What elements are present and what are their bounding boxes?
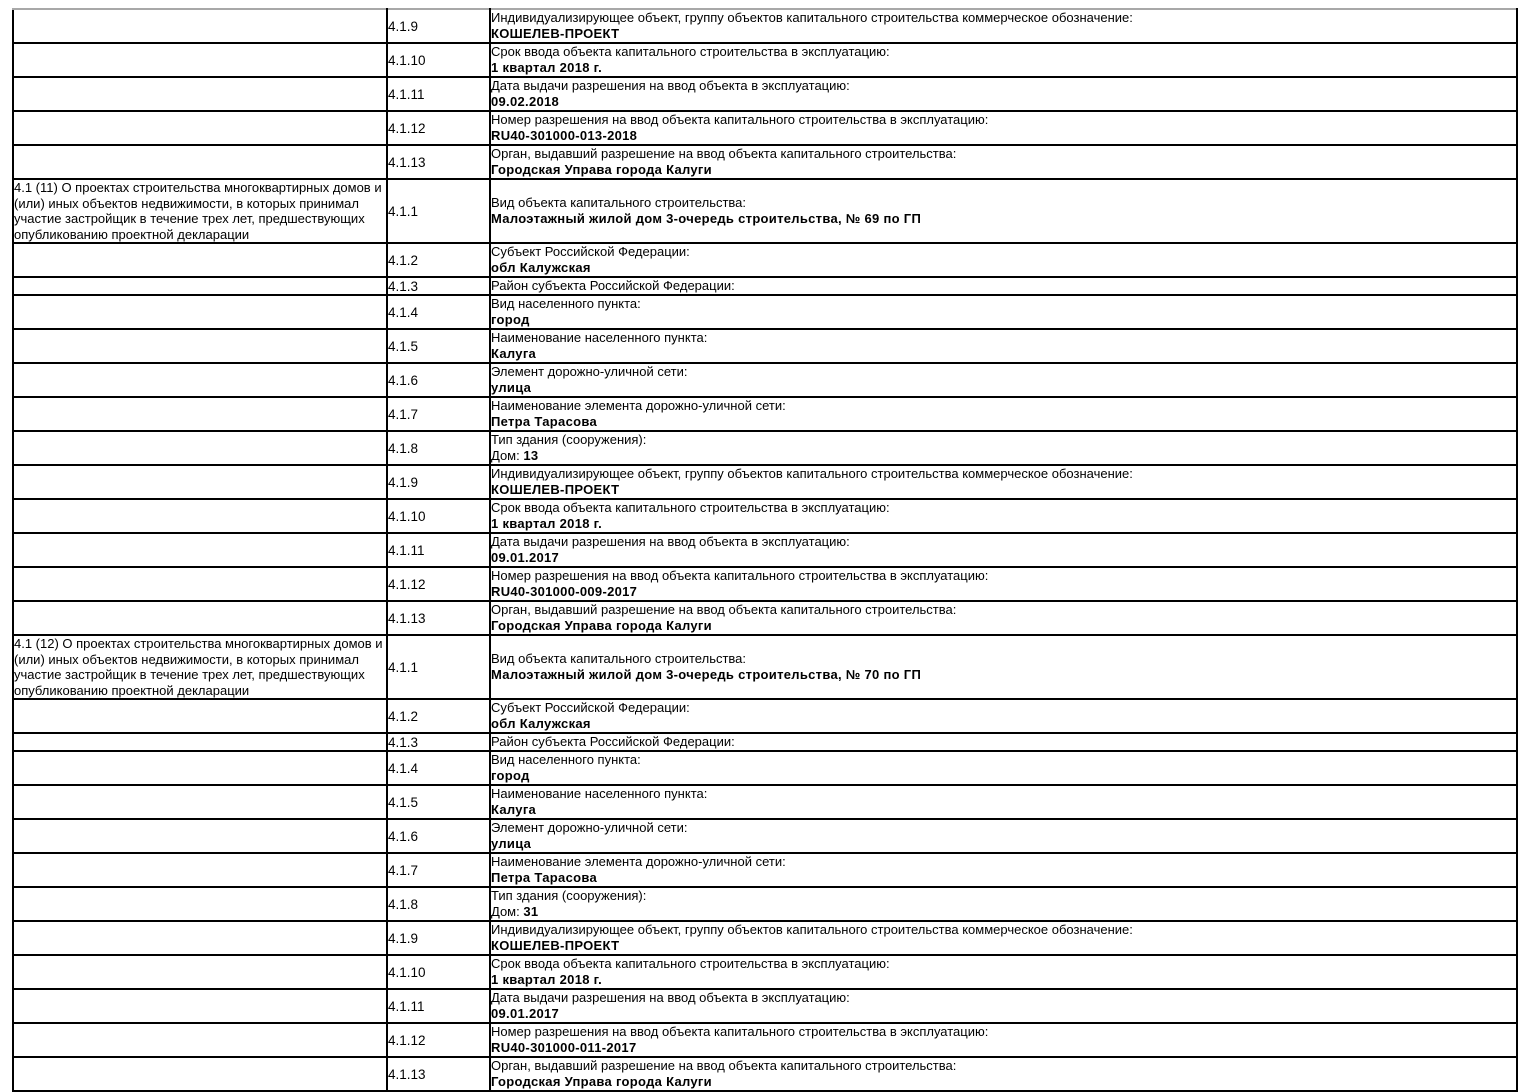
field-value-line [491, 26, 1516, 42]
section-description [13, 431, 387, 465]
field-cell [490, 921, 1517, 955]
item-number: 4.1.6 [387, 363, 490, 397]
item-number: 4.1.11 [387, 77, 490, 111]
item-number: 4.1.13 [387, 145, 490, 179]
field-value-line [491, 448, 1516, 464]
field-value: улица [491, 836, 532, 851]
field-value-line [491, 1074, 1516, 1090]
field-cell [490, 1023, 1517, 1057]
field-value-line [491, 716, 1516, 732]
field-label: Индивидуализирующее объект, группу объектов капитального строительства коммерческое обозначение: [491, 922, 1133, 937]
field-cell [490, 819, 1517, 853]
section-description [13, 465, 387, 499]
field-value-line [491, 346, 1516, 362]
section-description [13, 567, 387, 601]
field-cell [490, 9, 1517, 43]
field-value: 1 квартал 2018 г. [491, 972, 602, 987]
field-label: Номер разрешения на ввод объекта капитального строительства в эксплуатацию: [491, 112, 989, 127]
item-number: 4.1.12 [387, 567, 490, 601]
field-value: КОШЕЛЕВ-ПРОЕКТ [491, 26, 620, 41]
field-label: Тип здания (сооружения): [491, 432, 647, 447]
field-value: RU40-301000-011-2017 [491, 1040, 637, 1055]
field-label: Район субъекта Российской Федерации: [491, 734, 735, 749]
field-cell [490, 699, 1517, 733]
field-value-line [491, 60, 1516, 76]
field-value: 13 [523, 448, 539, 463]
item-number: 4.1.4 [387, 751, 490, 785]
item-number: 4.1.5 [387, 329, 490, 363]
field-label: Вид объекта капитального строительства: [491, 195, 747, 210]
field-value-line [491, 94, 1516, 110]
field-value: город [491, 768, 530, 783]
field-value-line [491, 870, 1516, 886]
section-description [13, 601, 387, 635]
table-row [13, 887, 1517, 921]
field-value: 1 квартал 2018 г. [491, 516, 602, 531]
item-number: 4.1.11 [387, 989, 490, 1023]
section-description [13, 77, 387, 111]
section-description [13, 785, 387, 819]
table-row [13, 955, 1517, 989]
field-cell [490, 329, 1517, 363]
field-cell [490, 785, 1517, 819]
item-number: 4.1.3 [387, 733, 490, 751]
section-description [13, 1057, 387, 1091]
field-cell [490, 295, 1517, 329]
field-label: Субъект Российской Федерации: [491, 700, 690, 715]
field-label: Наименование населенного пункта: [491, 786, 708, 801]
field-cell [490, 887, 1517, 921]
item-number: 4.1.10 [387, 499, 490, 533]
field-value: Петра Тарасова [491, 870, 597, 885]
field-cell [490, 431, 1517, 465]
section-description [13, 887, 387, 921]
section-description [13, 921, 387, 955]
field-label: Дата выдачи разрешения на ввод объекта в эксплуатацию: [491, 990, 850, 1005]
field-label: Дата выдачи разрешения на ввод объекта в эксплуатацию: [491, 534, 850, 549]
item-number: 4.1.3 [387, 277, 490, 295]
field-cell [490, 533, 1517, 567]
table-row [13, 635, 1517, 699]
field-value-line [491, 667, 1516, 683]
field-label: Орган, выдавший разрешение на ввод объекта капитального строительства: [491, 146, 957, 161]
section-description [13, 819, 387, 853]
field-label: Орган, выдавший разрешение на ввод объекта капитального строительства: [491, 1058, 957, 1073]
item-number: 4.1.9 [387, 921, 490, 955]
field-value: 31 [523, 904, 539, 919]
field-value-line [491, 904, 1516, 920]
declaration-table-body [13, 9, 1517, 1091]
table-row [13, 533, 1517, 567]
item-number: 4.1.8 [387, 887, 490, 921]
item-number: 4.1.7 [387, 853, 490, 887]
item-number: 4.1.5 [387, 785, 490, 819]
item-number: 4.1.12 [387, 1023, 490, 1057]
field-label: Наименование элемента дорожно-уличной сети: [491, 854, 786, 869]
section-description [13, 111, 387, 145]
field-value-line [491, 802, 1516, 818]
table-row [13, 397, 1517, 431]
field-label: Номер разрешения на ввод объекта капитального строительства в эксплуатацию: [491, 1024, 989, 1039]
field-value: RU40-301000-013-2018 [491, 128, 638, 143]
field-value: Городская Управа города Калуги [491, 162, 712, 177]
field-label: Срок ввода объекта капитального строительства в эксплуатацию: [491, 956, 890, 971]
field-value: 09.01.2017 [491, 1006, 560, 1021]
table-row [13, 567, 1517, 601]
field-cell [490, 465, 1517, 499]
table-row [13, 733, 1517, 751]
field-value-line [491, 550, 1516, 566]
table-row [13, 921, 1517, 955]
field-label: Дата выдачи разрешения на ввод объекта в эксплуатацию: [491, 78, 850, 93]
field-label: Район субъекта Российской Федерации: [491, 278, 735, 293]
field-value: Калуга [491, 346, 537, 361]
field-value-line [491, 211, 1516, 227]
field-value-line [491, 128, 1516, 144]
table-row [13, 601, 1517, 635]
table-row [13, 363, 1517, 397]
section-description [13, 243, 387, 277]
field-value: Городская Управа города Калуги [491, 1074, 712, 1089]
table-row [13, 499, 1517, 533]
field-value: Петра Тарасова [491, 414, 597, 429]
field-value-prefix: Дом: [491, 904, 524, 919]
section-description [13, 329, 387, 363]
field-cell [490, 397, 1517, 431]
field-value-line [491, 584, 1516, 600]
section-description [13, 853, 387, 887]
table-row [13, 989, 1517, 1023]
section-description [13, 989, 387, 1023]
section-description [13, 277, 387, 295]
field-value: Малоэтажный жилой дом 3-очередь строительства, № 69 по ГП [491, 211, 922, 226]
section-description: 4.1 (12) О проектах строительства многоквартирных домов и (или) иных объектов недвижимости, в которых принимал участие застройщик в течение трех лет, предшествующих опубликованию проектной декларации [13, 635, 387, 699]
field-value-line [491, 380, 1516, 396]
field-value: 1 квартал 2018 г. [491, 60, 602, 75]
field-label: Индивидуализирующее объект, группу объектов капитального строительства коммерческое обозначение: [491, 10, 1133, 25]
field-label: Субъект Российской Федерации: [491, 244, 690, 259]
field-value-line [491, 482, 1516, 498]
field-label: Срок ввода объекта капитального строительства в эксплуатацию: [491, 500, 890, 515]
section-description: 4.1 (11) О проектах строительства многоквартирных домов и (или) иных объектов недвижимости, в которых принимал участие застройщик в течение трех лет, предшествующих опубликованию проектной декларации [13, 179, 387, 243]
item-number: 4.1.6 [387, 819, 490, 853]
field-label: Номер разрешения на ввод объекта капитального строительства в эксплуатацию: [491, 568, 989, 583]
field-label: Наименование элемента дорожно-уличной сети: [491, 398, 786, 413]
field-value-line [491, 1006, 1516, 1022]
field-cell [490, 363, 1517, 397]
item-number: 4.1.11 [387, 533, 490, 567]
field-label: Вид населенного пункта: [491, 752, 641, 767]
field-value: Городская Управа города Калуги [491, 618, 712, 633]
item-number: 4.1.13 [387, 601, 490, 635]
item-number: 4.1.13 [387, 1057, 490, 1091]
field-value-line [491, 1040, 1516, 1056]
field-label: Элемент дорожно-уличной сети: [491, 364, 688, 379]
field-label: Срок ввода объекта капитального строительства в эксплуатацию: [491, 44, 890, 59]
field-value-line [491, 768, 1516, 784]
field-value: Малоэтажный жилой дом 3-очередь строительства, № 70 по ГП [491, 667, 922, 682]
field-cell [490, 43, 1517, 77]
section-description [13, 43, 387, 77]
table-row [13, 1057, 1517, 1091]
section-description [13, 295, 387, 329]
table-row [13, 819, 1517, 853]
table-row [13, 785, 1517, 819]
field-cell [490, 751, 1517, 785]
section-description [13, 955, 387, 989]
field-cell [490, 567, 1517, 601]
table-row [13, 145, 1517, 179]
field-value-prefix: Дом: [491, 448, 524, 463]
field-cell [490, 635, 1517, 699]
field-cell [490, 601, 1517, 635]
item-number: 4.1.1 [387, 635, 490, 699]
field-value-line [491, 312, 1516, 328]
table-row [13, 431, 1517, 465]
field-cell [490, 179, 1517, 243]
field-cell [490, 499, 1517, 533]
field-label: Тип здания (сооружения): [491, 888, 647, 903]
table-row [13, 243, 1517, 277]
table-row [13, 77, 1517, 111]
field-cell [490, 1057, 1517, 1091]
section-description [13, 699, 387, 733]
item-number: 4.1.4 [387, 295, 490, 329]
table-row [13, 179, 1517, 243]
field-value-line [491, 516, 1516, 532]
table-row [13, 111, 1517, 145]
field-cell [490, 145, 1517, 179]
field-value: КОШЕЛЕВ-ПРОЕКТ [491, 938, 620, 953]
section-description [13, 499, 387, 533]
table-row [13, 9, 1517, 43]
field-label: Вид объекта капитального строительства: [491, 651, 747, 666]
field-cell [490, 989, 1517, 1023]
section-description [13, 397, 387, 431]
field-label: Индивидуализирующее объект, группу объектов капитального строительства коммерческое обозначение: [491, 466, 1133, 481]
table-row [13, 43, 1517, 77]
field-value-line [491, 414, 1516, 430]
item-number: 4.1.2 [387, 699, 490, 733]
item-number: 4.1.10 [387, 955, 490, 989]
table-row [13, 1023, 1517, 1057]
item-number: 4.1.8 [387, 431, 490, 465]
field-value: 09.01.2017 [491, 550, 560, 565]
item-number: 4.1.9 [387, 465, 490, 499]
field-cell [490, 853, 1517, 887]
field-label: Орган, выдавший разрешение на ввод объекта капитального строительства: [491, 602, 957, 617]
table-row [13, 295, 1517, 329]
table-row [13, 853, 1517, 887]
table-row [13, 465, 1517, 499]
item-number: 4.1.9 [387, 9, 490, 43]
field-value-line [491, 260, 1516, 276]
section-description [13, 1023, 387, 1057]
field-value: город [491, 312, 530, 327]
field-cell [490, 243, 1517, 277]
section-description [13, 533, 387, 567]
item-number: 4.1.12 [387, 111, 490, 145]
table-row [13, 277, 1517, 295]
field-value-line [491, 938, 1516, 954]
field-value: улица [491, 380, 532, 395]
field-value: 09.02.2018 [491, 94, 560, 109]
field-label: Элемент дорожно-уличной сети: [491, 820, 688, 835]
section-description [13, 363, 387, 397]
field-cell [490, 111, 1517, 145]
section-description [13, 9, 387, 43]
item-number: 4.1.10 [387, 43, 490, 77]
table-row [13, 329, 1517, 363]
item-number: 4.1.1 [387, 179, 490, 243]
field-value: обл Калужская [491, 260, 591, 275]
field-value-line [491, 162, 1516, 178]
section-description [13, 733, 387, 751]
field-value-line [491, 972, 1516, 988]
field-cell [490, 733, 1517, 751]
item-number: 4.1.7 [387, 397, 490, 431]
item-number: 4.1.2 [387, 243, 490, 277]
field-label: Вид населенного пункта: [491, 296, 641, 311]
field-label: Наименование населенного пункта: [491, 330, 708, 345]
field-cell [490, 955, 1517, 989]
field-value: RU40-301000-009-2017 [491, 584, 638, 599]
field-value: обл Калужская [491, 716, 591, 731]
field-value-line [491, 618, 1516, 634]
section-description [13, 751, 387, 785]
project-declaration-table [12, 8, 1518, 1092]
field-value-line [491, 836, 1516, 852]
section-description [13, 145, 387, 179]
table-row [13, 699, 1517, 733]
field-cell [490, 277, 1517, 295]
field-value: КОШЕЛЕВ-ПРОЕКТ [491, 482, 620, 497]
field-cell [490, 77, 1517, 111]
field-value: Калуга [491, 802, 537, 817]
table-row [13, 751, 1517, 785]
